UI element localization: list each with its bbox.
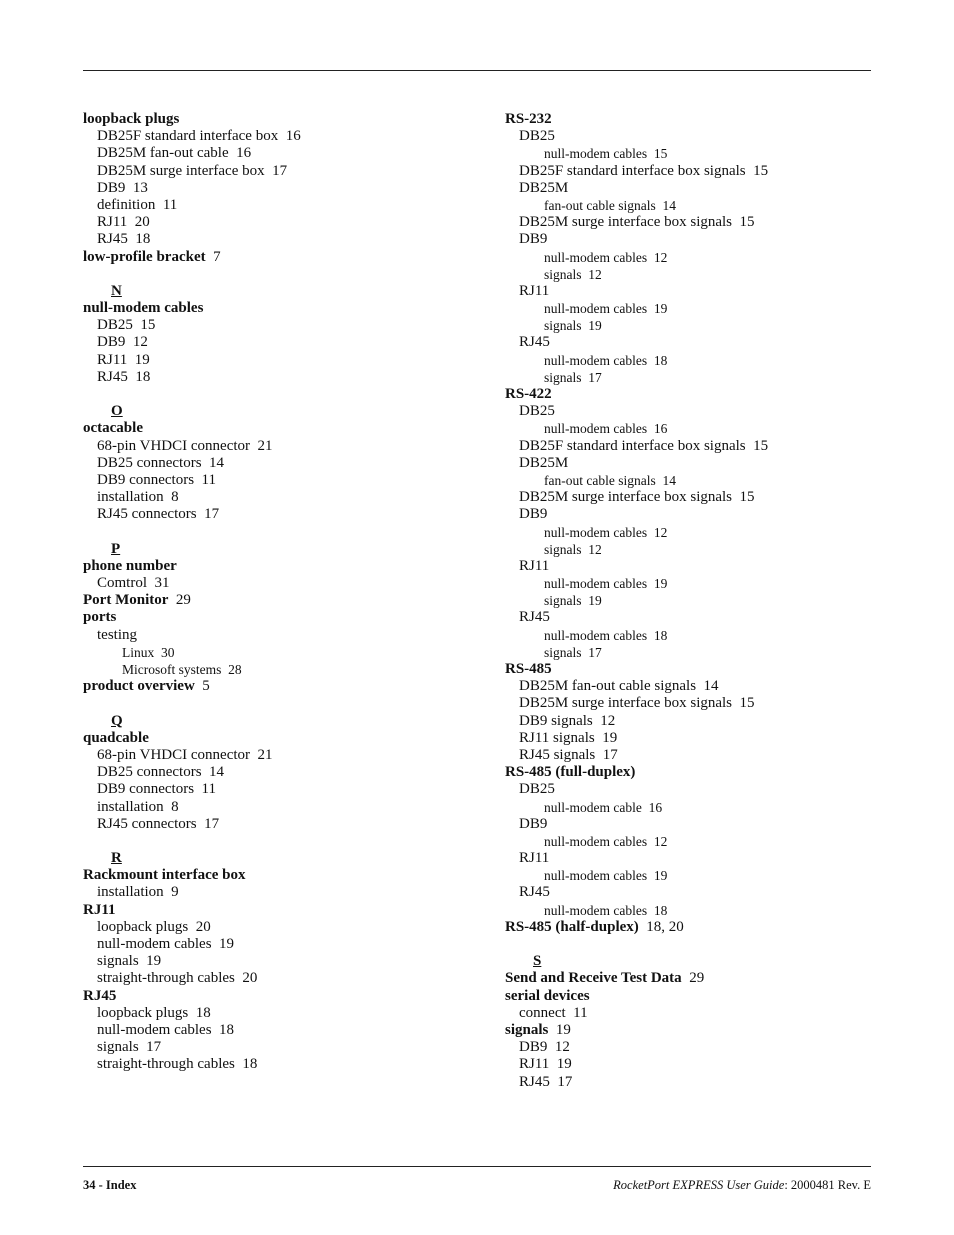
index-sub-entry [83,334,483,351]
index-entry-text: null-modem cables 12 [544,833,668,849]
index-sub-entry [83,438,483,455]
index-spacer [83,833,483,850]
index-entry-text: P [111,540,121,557]
index-entry-text: Linux 30 [122,644,175,660]
index-sub-sub-entry [505,524,875,541]
index-entry-text: RJ45 [519,884,550,901]
index-sub-sub-entry [83,644,483,661]
index-section-letter [83,713,483,730]
index-entry-text: RS-485 [505,661,552,677]
index-entry-text: RJ45 connectors 17 [97,815,220,832]
index-entry-text: 68-pin VHDCI connector 21 [97,746,273,763]
index-sub-entry [83,936,483,953]
index-sub-entry [505,1005,875,1022]
index-sub-entry [505,231,875,248]
index-entry-text: RS-485 (full-duplex) [505,764,636,781]
index-main-entry [83,249,483,266]
index-sub-sub-entry [505,472,875,489]
index-main-entry [505,661,875,678]
index-entry-text: null-modem cables 19 [97,936,235,952]
index-sub-entry [505,506,875,523]
index-main-entry [505,111,875,128]
index-sub-entry [83,506,483,523]
index-entry-text: signals 19 [544,593,602,609]
index-entry-text: RJ45 [519,334,550,351]
index-entry-text: RS-422 [505,386,552,402]
index-entry-text: Comtrol 31 [97,575,170,592]
index-entry-text: loopback plugs 20 [97,918,211,935]
index-sub-entry [83,180,483,197]
index-entry-text: signals 17 [97,1039,162,1056]
index-sub-sub-entry [505,627,875,644]
index-entry-text: RJ45 [83,987,117,1004]
index-sub-entry [505,180,875,197]
index-sub-sub-entry [505,197,875,214]
index-sub-entry [83,1056,483,1073]
index-main-entry [83,730,483,747]
index-entry-text: phone number [83,557,177,574]
index-sub-entry [83,627,483,644]
index-entry-text: signals 17 [544,644,602,660]
index-sub-sub-entry [505,902,875,919]
index-sub-entry [505,438,875,455]
index-entry-text: null-modem cables 12 [544,249,668,265]
index-entry-text: DB25M surge interface box signals 15 [519,214,755,231]
index-sub-entry [83,163,483,180]
index-entry-text: RJ45 17 [519,1073,573,1090]
index-entry-text: DB25 connectors 14 [97,454,225,471]
index-sub-sub-entry [505,799,875,816]
index-sub-entry [83,231,483,248]
index-entry-text: null-modem cable 16 [544,799,663,815]
index-sub-entry [83,128,483,145]
index-sub-entry [83,781,483,798]
index-spacer [83,524,483,541]
index-entry-text: DB9 connectors 11 [97,471,217,488]
index-entry-text: DB25 connectors 14 [97,764,225,781]
index-sub-sub-entry [505,541,875,558]
index-sub-sub-entry [505,833,875,850]
index-sub-entry [505,609,875,626]
index-sub-entry [505,1074,875,1091]
index-main-entry [83,867,483,884]
index-sub-entry [83,764,483,781]
index-main-entry [83,902,483,919]
index-entry-text: connect 11 [519,1004,588,1021]
index-sub-entry [83,489,483,506]
footer-page-label: 34 - Index [83,1178,137,1192]
index-entry-text: ports [83,609,117,626]
index-section-letter [505,953,875,970]
index-entry-text: N [111,282,122,299]
index-sub-entry [83,970,483,987]
index-entry-text: DB25M surge interface box signals 15 [519,489,755,506]
index-sub-sub-entry [505,249,875,266]
index-entry-text: signals 12 [544,541,602,557]
index-main-entry [505,988,875,1005]
index-sub-entry [83,369,483,386]
index-entry-text: null-modem cables 18 [544,902,668,918]
index-sub-entry [505,334,875,351]
index-entry-text: DB25M fan-out cable signals 14 [519,678,719,695]
index-spacer [505,936,875,953]
header-rule [83,70,871,71]
index-main-entry [83,420,483,437]
footer-guide-title: RocketPort EXPRESS User Guide [613,1178,785,1192]
index-sub-entry [83,953,483,970]
index-entry-text: null-modem cables 18 [97,1021,235,1038]
index-entry-text: RJ11 [519,557,550,574]
index-entry-text: null-modem cables 16 [544,421,668,437]
index-page-number: 29 [681,970,705,987]
index-entry-text: RJ11 [519,850,550,867]
footer-doc-number: : 2000481 Rev. E [784,1178,871,1192]
index-spacer [83,695,483,712]
index-entry-text: DB25M surge interface box signals 15 [519,695,755,712]
index-sub-entry [505,489,875,506]
index-page-number: 18, 20 [638,918,684,935]
index-sub-entry [83,1039,483,1056]
index-entry-text: straight-through cables 18 [97,1056,258,1073]
index-entry-text: DB25M [519,179,569,196]
index-main-entry [83,111,483,128]
index-sub-entry [505,163,875,180]
index-sub-entry [505,678,875,695]
index-entry-text: Microsoft systems 28 [122,662,242,677]
index-entry-text: DB9 13 [97,179,148,196]
index-entry-text: RJ11 signals 19 [519,729,618,746]
index-sub-sub-entry [505,592,875,609]
index-main-entry [83,592,483,609]
index-sub-entry [83,352,483,369]
index-sub-entry [505,403,875,420]
index-sub-sub-entry [505,369,875,386]
index-main-entry [83,609,483,626]
index-sub-sub-entry [505,867,875,884]
index-entry-text: DB25 15 [97,317,156,334]
index-entry-text: RJ11 20 [97,214,150,231]
index-entry-text: DB25M fan-out cable 16 [97,145,252,162]
index-column-right [505,111,875,1091]
index-sub-entry [505,1039,875,1056]
index-sub-entry [505,1056,875,1073]
index-entry-text: DB25F standard interface box signals 15 [519,162,769,179]
index-entry-text: null-modem cables 18 [544,352,668,368]
index-sub-entry [83,747,483,764]
index-entry-text: signals 19 [544,318,602,334]
index-entry-text: O [111,403,123,420]
index-entry-text: installation 8 [97,489,179,506]
index-entry-text: S [533,953,542,970]
index-sub-entry [505,695,875,712]
index-entry-text: DB9 [519,506,548,523]
index-sub-sub-entry [505,300,875,317]
index-sub-sub-entry [505,266,875,283]
index-section-letter [83,850,483,867]
index-entry-text: installation 9 [97,884,179,901]
footer-rule [83,1166,871,1167]
index-section-letter [83,541,483,558]
index-entry-text: Port Monitor [83,592,169,609]
index-sub-entry [83,455,483,472]
index-entry-text: DB9 12 [519,1039,570,1056]
index-main-entry [83,558,483,575]
index-entry-text: 68-pin VHDCI connector 21 [97,437,273,454]
index-entry-text: RJ11 [83,901,116,918]
index-sub-entry [83,1005,483,1022]
index-entry-text: DB9 12 [97,334,148,351]
index-entry-text: quadcable [83,729,149,746]
index-entry-text: RJ45 signals 17 [519,746,618,763]
index-entry-text: DB9 [519,815,548,832]
index-entry-text: RJ11 19 [97,351,150,368]
index-section-letter [83,403,483,420]
index-sub-entry [505,747,875,764]
index-sub-entry [505,128,875,145]
index-sub-sub-entry [505,317,875,334]
index-entry-text: DB25 [519,781,555,798]
index-sub-entry [83,317,483,334]
index-sub-sub-entry [505,575,875,592]
index-entry-text: low-profile bracket [83,248,206,265]
index-main-entry [83,678,483,695]
index-main-entry [505,970,875,987]
index-page-number: 7 [205,248,221,265]
index-main-entry [83,988,483,1005]
index-entry-text: DB25 [519,403,555,420]
index-entry-text: RJ45 18 [97,231,151,248]
index-entry-text: DB9 signals 12 [519,712,616,729]
index-entry-text: definition 11 [97,196,178,213]
index-sub-entry [505,455,875,472]
index-entry-text: signals 12 [544,266,602,282]
index-entry-text: null-modem cables 19 [544,576,668,592]
index-entry-text: R [111,850,122,867]
index-entry-text: DB25F standard interface box 16 [97,128,301,145]
index-entry-text: RJ45 18 [97,368,151,385]
index-sub-entry [83,884,483,901]
index-main-entry [505,1022,875,1039]
index-sub-entry [83,472,483,489]
index-entry-text: signals 19 [97,953,162,970]
index-sub-sub-entry [505,352,875,369]
index-entry-text: signals [505,1021,549,1038]
index-entry-text: RJ11 [519,282,550,299]
index-entry-text: product overview [83,678,195,695]
index-sub-entry [505,781,875,798]
index-sub-entry [505,558,875,575]
index-page-number: 29 [168,592,191,609]
index-page-number: 19 [548,1021,571,1038]
index-entry-text: null-modem cables 15 [544,146,668,162]
index-entry-text: Q [111,712,123,729]
index-sub-sub-entry [83,661,483,678]
index-sub-entry [505,283,875,300]
index-main-entry [505,764,875,781]
index-entry-text: DB9 connectors 11 [97,781,217,798]
index-entry-text: Rackmount interface box [83,867,246,884]
index-sub-entry [83,816,483,833]
index-entry-text: Send and Receive Test Data [505,970,682,987]
index-entry-text: null-modem cables 18 [544,627,668,643]
index-sub-entry [83,919,483,936]
index-entry-text: fan-out cable signals 14 [544,472,676,488]
index-column-left [83,111,483,1074]
index-entry-text: signals 17 [544,369,602,385]
index-spacer [83,386,483,403]
index-sub-sub-entry [505,644,875,661]
index-entry-text: octacable [83,420,143,437]
index-entry-text: DB9 [519,231,548,248]
index-sub-entry [505,214,875,231]
index-entry-text: installation 8 [97,798,179,815]
index-main-entry [505,386,875,403]
footer-document-title [613,1177,871,1193]
index-entry-text: RS-485 (half-duplex) [505,918,639,935]
index-entry-text: DB25F standard interface box signals 15 [519,437,769,454]
index-sub-entry [83,214,483,231]
index-sub-entry [505,816,875,833]
index-entry-text: null-modem cables 12 [544,524,668,540]
index-main-entry [505,919,875,936]
index-entry-text: RJ11 19 [519,1056,572,1073]
index-entry-text: loopback plugs [83,111,180,127]
index-sub-entry [83,575,483,592]
index-main-entry [83,300,483,317]
index-entry-text: RJ45 [519,609,550,626]
index-entry-text: testing [97,626,137,643]
index-entry-text: DB25 [519,128,555,145]
index-section-letter [83,283,483,300]
index-spacer [83,266,483,283]
index-sub-sub-entry [505,420,875,437]
index-entry-text: loopback plugs 18 [97,1004,211,1021]
index-sub-entry [83,799,483,816]
index-entry-text: RJ45 connectors 17 [97,506,220,523]
index-sub-entry [83,197,483,214]
index-page-number: 5 [194,678,210,695]
index-sub-entry [505,850,875,867]
index-entry-text: straight-through cables 20 [97,970,258,987]
index-entry-text: null-modem cables 19 [544,301,668,317]
index-sub-entry [505,730,875,747]
index-entry-text: RS-232 [505,111,552,127]
index-entry-text: fan-out cable signals 14 [544,197,676,213]
index-entry-text: null-modem cables [83,300,204,317]
index-entry-text: DB25M [519,454,569,471]
index-sub-entry [505,884,875,901]
index-entry-text: DB25M surge interface box 17 [97,162,288,179]
index-sub-entry [83,1022,483,1039]
index-sub-sub-entry [505,145,875,162]
index-entry-text: null-modem cables 19 [544,868,668,884]
index-sub-entry [83,145,483,162]
index-sub-entry [505,713,875,730]
index-entry-text: serial devices [505,987,590,1004]
